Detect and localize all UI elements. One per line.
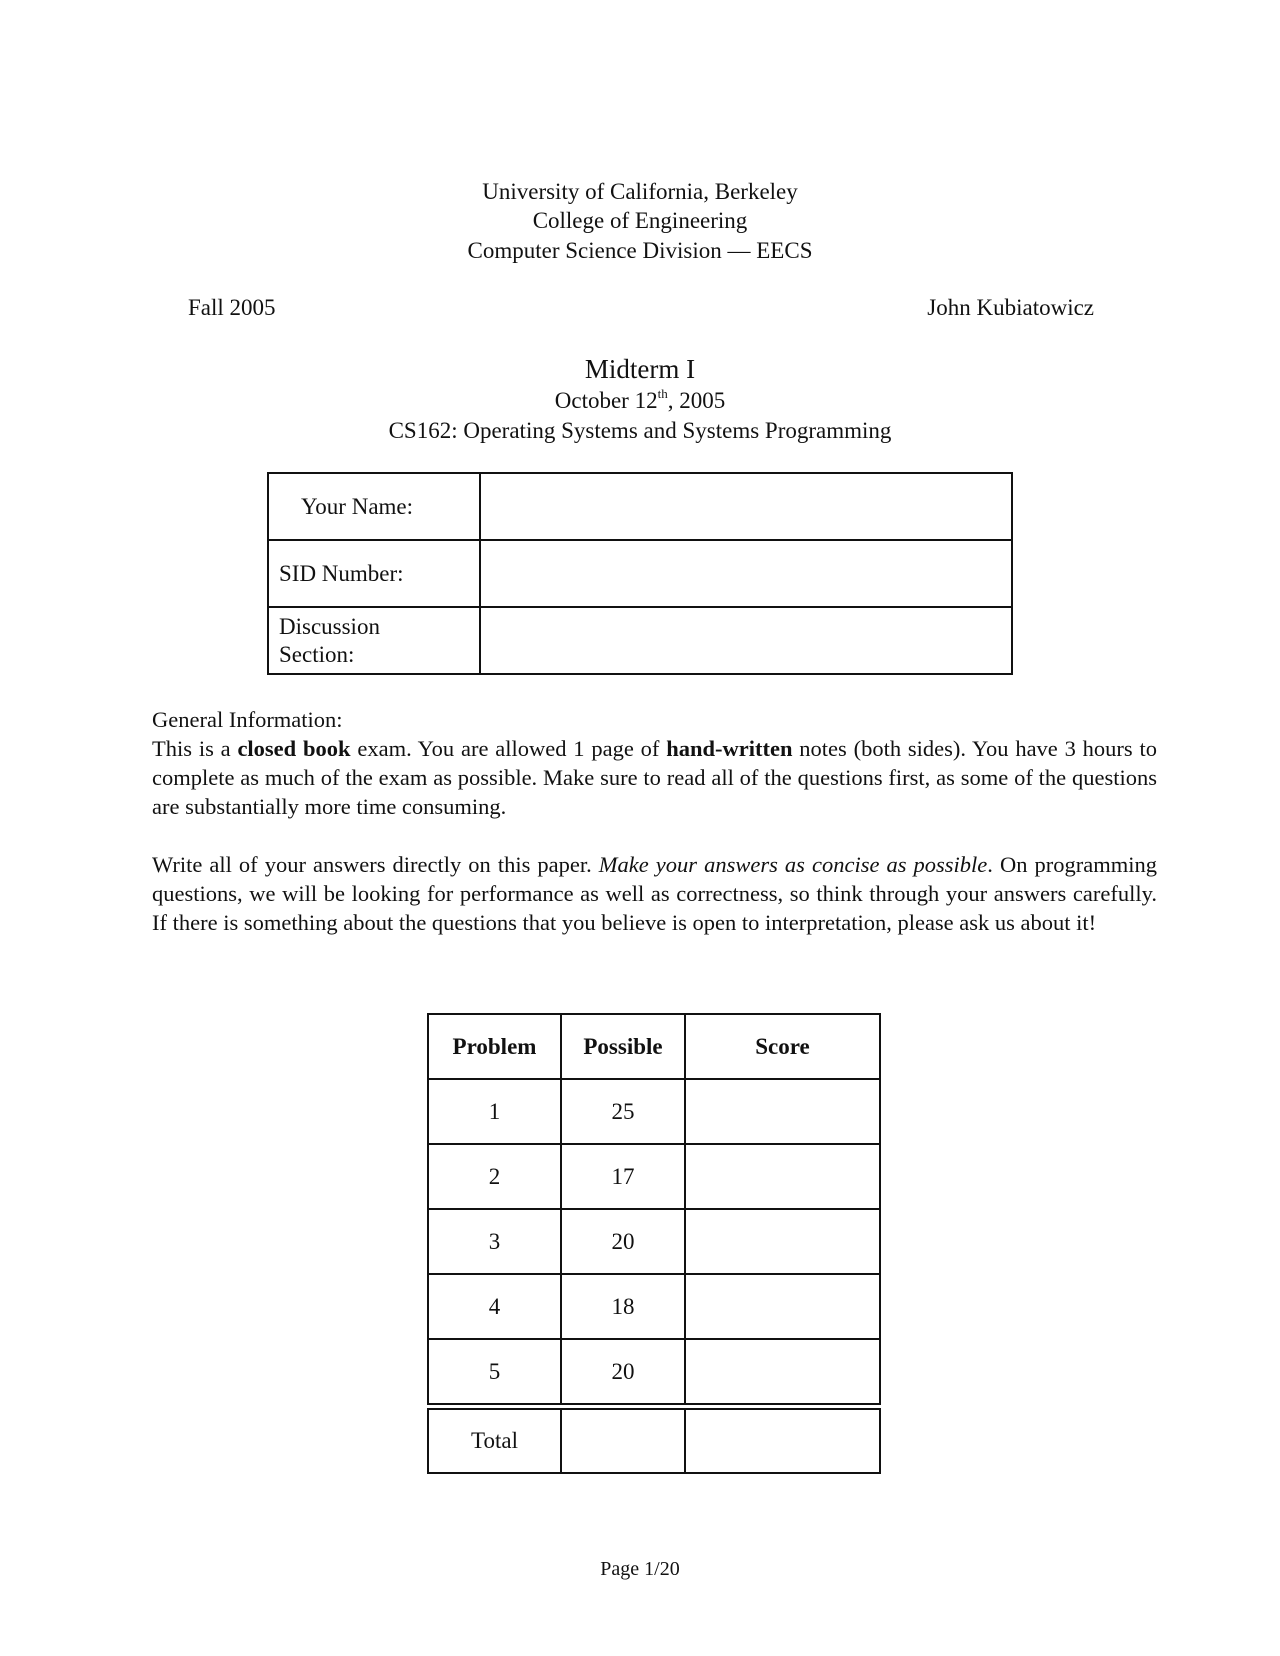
- sid-field[interactable]: [480, 540, 1012, 607]
- general-info-heading: General Information:: [152, 707, 343, 732]
- concise-answers-emphasis: Make your answers as concise as possible: [598, 852, 988, 877]
- exam-date-rest: , 2005: [667, 388, 726, 413]
- p1-text-1: This is a: [152, 736, 238, 761]
- problem-number: 1: [428, 1079, 561, 1144]
- term-label: Fall 2005: [188, 295, 276, 320]
- score-cell[interactable]: [685, 1144, 880, 1209]
- instructor-name: John Kubiatowicz: [927, 295, 1094, 320]
- problem-number: 3: [428, 1209, 561, 1274]
- possible-points: 20: [561, 1209, 685, 1274]
- discussion-section-row: [268, 607, 1012, 674]
- table-row: [428, 1144, 880, 1209]
- total-row: [428, 1407, 880, 1474]
- general-info-paragraph-1: [152, 734, 1157, 821]
- institution-line-division: Computer Science Division — EECS: [467, 238, 813, 263]
- p2-text-1: Write all of your answers directly on this paper.: [152, 852, 599, 877]
- score-cell[interactable]: [685, 1339, 880, 1407]
- possible-points: 25: [561, 1079, 685, 1144]
- possible-points: 20: [561, 1339, 685, 1407]
- header-possible: Possible: [561, 1014, 685, 1079]
- table-row: [428, 1339, 880, 1407]
- institution-line-university: University of California, Berkeley: [482, 179, 798, 204]
- exam-date-prefix: October 12: [554, 388, 658, 413]
- problem-number: 5: [428, 1339, 561, 1407]
- total-label: Total: [428, 1407, 561, 1474]
- exam-date-ordinal: th: [657, 386, 668, 401]
- possible-points: 17: [561, 1144, 685, 1209]
- score-cell[interactable]: [685, 1209, 880, 1274]
- name-field[interactable]: [480, 473, 1012, 540]
- problem-number: 2: [428, 1144, 561, 1209]
- discussion-section-label: [268, 607, 480, 674]
- problem-number: 4: [428, 1274, 561, 1339]
- p1-text-3: notes (both sides). You have 3 hours to complete as much of the exam as possible. Make sure to read all of the questions first, as some of the questions are substantially more time consuming.: [152, 736, 1157, 819]
- table-row: [428, 1274, 880, 1339]
- p1-text-2: exam. You are allowed 1 page of: [350, 736, 667, 761]
- header-score: Score: [685, 1014, 880, 1079]
- table-row: [428, 1209, 880, 1274]
- student-info-table: [267, 472, 1013, 675]
- general-information: [152, 705, 1157, 937]
- score-table-header: [428, 1014, 880, 1079]
- exam-title: Midterm I: [584, 354, 696, 384]
- course-title: CS162: Operating Systems and Systems Programming: [388, 418, 892, 443]
- name-label: Your Name:: [268, 473, 480, 540]
- score-table: [427, 1013, 881, 1474]
- closed-book-emphasis: closed book: [237, 736, 351, 761]
- paragraph-spacer: [152, 821, 1157, 850]
- header-problem: Problem: [428, 1014, 561, 1079]
- name-row: [268, 473, 1012, 540]
- general-info-paragraph-2: [152, 850, 1157, 937]
- sid-label: SID Number:: [268, 540, 480, 607]
- hand-written-emphasis: hand-written: [666, 736, 793, 761]
- total-possible: [561, 1407, 685, 1474]
- p2-text-2: . On programming questions, we will be looking for performance as well as correctness, so think through your answers carefully. If there is something about the questions that you believe is open to interpretation, please ask us about it!: [152, 852, 1157, 935]
- possible-points: 18: [561, 1274, 685, 1339]
- table-row: [428, 1079, 880, 1144]
- page-number: Page 1/20: [600, 1558, 680, 1580]
- score-cell[interactable]: [685, 1079, 880, 1144]
- discussion-section-label-line2: Section:: [279, 641, 355, 667]
- institution-line-college: College of Engineering: [532, 208, 748, 233]
- exam-date: [0, 386, 1280, 416]
- discussion-section-field[interactable]: [480, 607, 1012, 674]
- score-cell[interactable]: [685, 1274, 880, 1339]
- discussion-section-label-line1: Discussion: [279, 613, 380, 639]
- sid-row: [268, 540, 1012, 607]
- total-score-cell[interactable]: [685, 1407, 880, 1474]
